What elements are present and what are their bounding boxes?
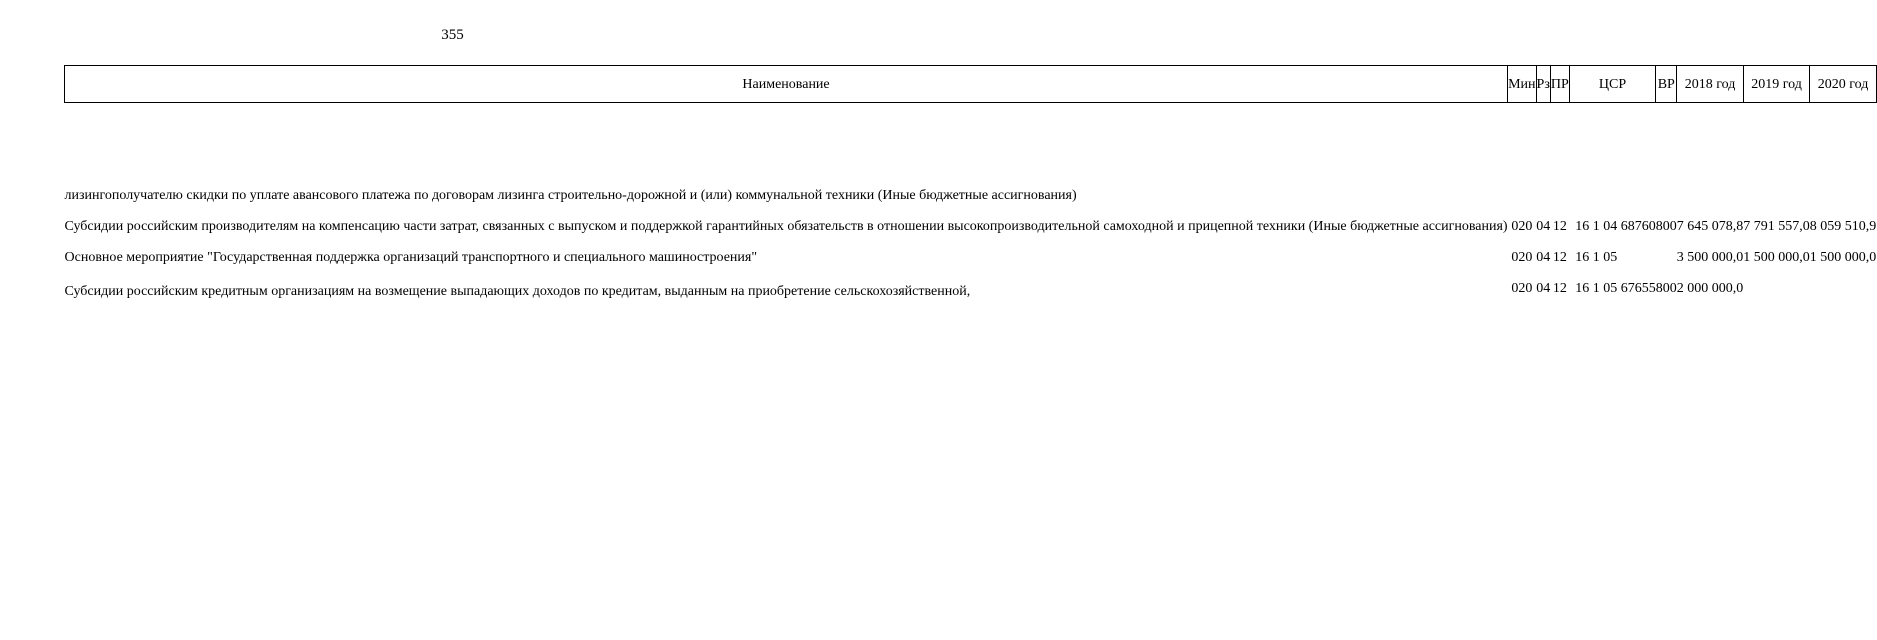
header-2020: 2020 год — [1810, 66, 1877, 103]
header-name: Наименование — [65, 66, 1508, 103]
row-csr: 16 1 05 — [1575, 249, 1618, 265]
row-csr — [1569, 103, 1656, 204]
table-row — [65, 249, 1877, 266]
row-vr — [1656, 103, 1677, 204]
row-rz — [1536, 103, 1550, 204]
row-2019: 1 500 000,0 — [1743, 249, 1810, 265]
header-csr: ЦСР — [1569, 66, 1656, 103]
row-pr: 12 — [1552, 280, 1567, 296]
row-2018 — [1677, 103, 1744, 204]
header-2018: 2018 год — [1677, 66, 1744, 103]
row-name: Субсидии российским кредитным организациям на возмещение выпадающих доходов по кредитам, выданным на приобретение сельскохозяйственной, — [64, 283, 971, 299]
row-pr: 12 — [1552, 218, 1567, 234]
row-min: 020 — [1511, 249, 1533, 265]
row-2020 — [1810, 280, 1877, 300]
row-2018: 3 500 000,0 — [1676, 249, 1744, 265]
row-2019 — [1743, 103, 1810, 204]
row-csr: 16 1 04 68760 — [1575, 218, 1656, 234]
row-2020 — [1810, 103, 1877, 204]
row-pr: 12 — [1552, 249, 1567, 265]
table-row — [65, 280, 1877, 300]
row-rz: 04 — [1536, 218, 1551, 234]
row-min: 020 — [1511, 280, 1533, 296]
header-min: Мин — [1508, 66, 1536, 103]
row-min — [1508, 103, 1536, 204]
row-2018: 7 645 078,8 — [1676, 218, 1744, 234]
row-name: лизингополучателю скидки по уплате авансового платежа по договорам лизинга строительно-дорожной и (или) коммунальной техники (Иные бюджетные ассигнования) — [64, 187, 1077, 203]
row-min: 020 — [1511, 218, 1533, 234]
page-number: 355 — [441, 27, 464, 43]
row-name: Субсидии российским производителям на компенсацию части затрат, связанных с выпуском и поддержкой гарантийных обязательств в отношении высокопроизводительной самоходной и прицепной техники (Иные бюджетные ассигнования) — [64, 218, 1508, 234]
row-rz: 04 — [1536, 249, 1551, 265]
row-vr: 800 — [1655, 218, 1677, 234]
table-row — [65, 218, 1877, 235]
row-rz: 04 — [1536, 280, 1551, 296]
header-2019: 2019 год — [1743, 66, 1810, 103]
header-vr: ВР — [1656, 66, 1677, 103]
budget-table — [64, 65, 1877, 300]
table-row — [65, 103, 1877, 204]
row-vr — [1656, 249, 1677, 266]
table-header-row — [65, 66, 1877, 103]
row-2019 — [1743, 280, 1810, 300]
header-pr: ПР — [1550, 66, 1569, 103]
row-2020: 1 500 000,0 — [1809, 249, 1877, 265]
row-2019: 7 791 557,0 — [1743, 218, 1810, 234]
row-vr: 800 — [1655, 280, 1677, 296]
row-pr — [1550, 103, 1569, 204]
row-name: Основное мероприятие "Государственная поддержка организаций транспортного и специального машиностроения" — [64, 249, 758, 265]
row-2020: 8 059 510,9 — [1809, 218, 1877, 234]
row-csr: 16 1 05 67655 — [1575, 280, 1656, 296]
row-2018: 2 000 000,0 — [1676, 280, 1744, 296]
header-rz: Рз — [1536, 66, 1550, 103]
